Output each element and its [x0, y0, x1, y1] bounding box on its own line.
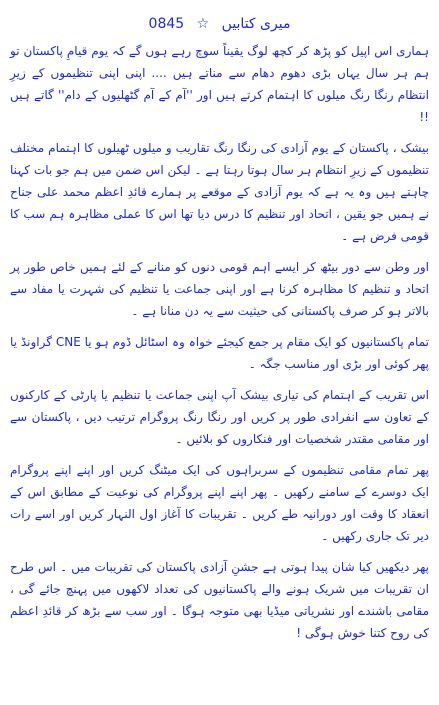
paragraph-6: پھر تمام مقامی تنظیموں کے سربراہوں کی ایک میٹنگ کریں اور اپنے اپنے پروگرام ایک دوسرے کے سامنے رکھیں ۔ پھر اپنے اپنے پروگرام کی نوعیت کے مطابق اس کے انعقاد کا وقت اور دورانیہ طے کریں ۔ تقریبات کا آغاز اول النہار کریں اور اسے رات دیر تک جاری رکھیں ۔: [10, 463, 429, 543]
star-icon: ☆: [196, 16, 210, 32]
page-title: میری کتابیں: [221, 16, 291, 32]
page-header: [10, 14, 429, 34]
page-number: 0845: [148, 16, 185, 32]
paragraph-1: ہماری اس اپیل کو پڑھ کر کچھ لوگ یقیناً سوچ رہے ہوں گے کہ یوم قیامِ پاکستان تو ہم ہر سال یہاں بڑی دھوم دھام سے مناتے ہیں .... اپنی اپنی تنظیموں کے زیرِ انتظام رنگا رنگ میلوں کا اہتمام کرتے ہیں اور ''آم کے آم گٹھلیوں کے دام'' گاتے ہیں !!: [10, 44, 429, 124]
article-body: [10, 40, 429, 644]
paragraph-4: تمام پاکستانیوں کو ایک مقام پر جمع کیجئے خواہ وہ اسٹائل ڈوم ہو یا CNE گراونڈ یا پھر کوئی اور بڑی اور مناسب جگہ ۔: [10, 335, 429, 371]
paragraph-7: پھر دیکھیں کیا شان پیدا ہوتی ہے جشنِ آزادی پاکستان کی تقریبات میں ۔ اس طرح ان تقریبات میں شریک ہونے والے پاکستانیوں کی تعداد لاکھوں میں پہنچ جائے گی ، مقامی باشندے اور نشریاتی میڈیا بھی متوجہ ہوگا ۔ اور سب سے بڑھ کر قائدِ اعظم کی روح کتنا خوش ہوگی !: [10, 560, 429, 640]
paragraph-3: اور وطن سے دور بیٹھ کر ایسے اہم قومی دنوں کو منانے کے لئے ہمیں خاص طور پر اتحاد و تنظیم کا مظاہرہ کرنا ہے اور اپنی جماعت یا تنظیم کی شہرت یا مفاد سے بالاتر ہو کر صرف پاکستانی کی حیثیت سے یہ دن منانا ہے ۔: [10, 260, 429, 318]
paragraph-5: اس تقریب کے اہتمام کی تیاری بیشک آپ اپنی جماعت یا تنظیم یا پارٹی کے کارکنوں کے تعاون سے انفرادی طور پر کریں اور رنگا رنگ پروگرام ترتیب دیں ، پاکستان سے اور مقامی مقتدر شخصیات اور فنکاروں کو بلائیں ۔: [10, 388, 429, 446]
paragraph-2: بیشک ، پاکستان کے یوم آزادی کی رنگا رنگ تقاریب و میلوں ٹھیلوں کا اہتمام مختلف تنظیموں کے زیرِ انتظام ہر سال ہوتا رہتا ہے ۔ لیکن اس ضمن میں ہم جو بات کہنا چاہتے ہیں وہ یہ ہے کہ یوم آزادی کے موقعے پر ہمارے قائدِ اعظم محمد علی جناح نے ہمیں جو یقین ، اتحاد اور تنظیم کا درس دیا تھا اس کا عملی مظاہرہ ہم سب کا قومی فرض ہے ۔: [10, 141, 429, 243]
